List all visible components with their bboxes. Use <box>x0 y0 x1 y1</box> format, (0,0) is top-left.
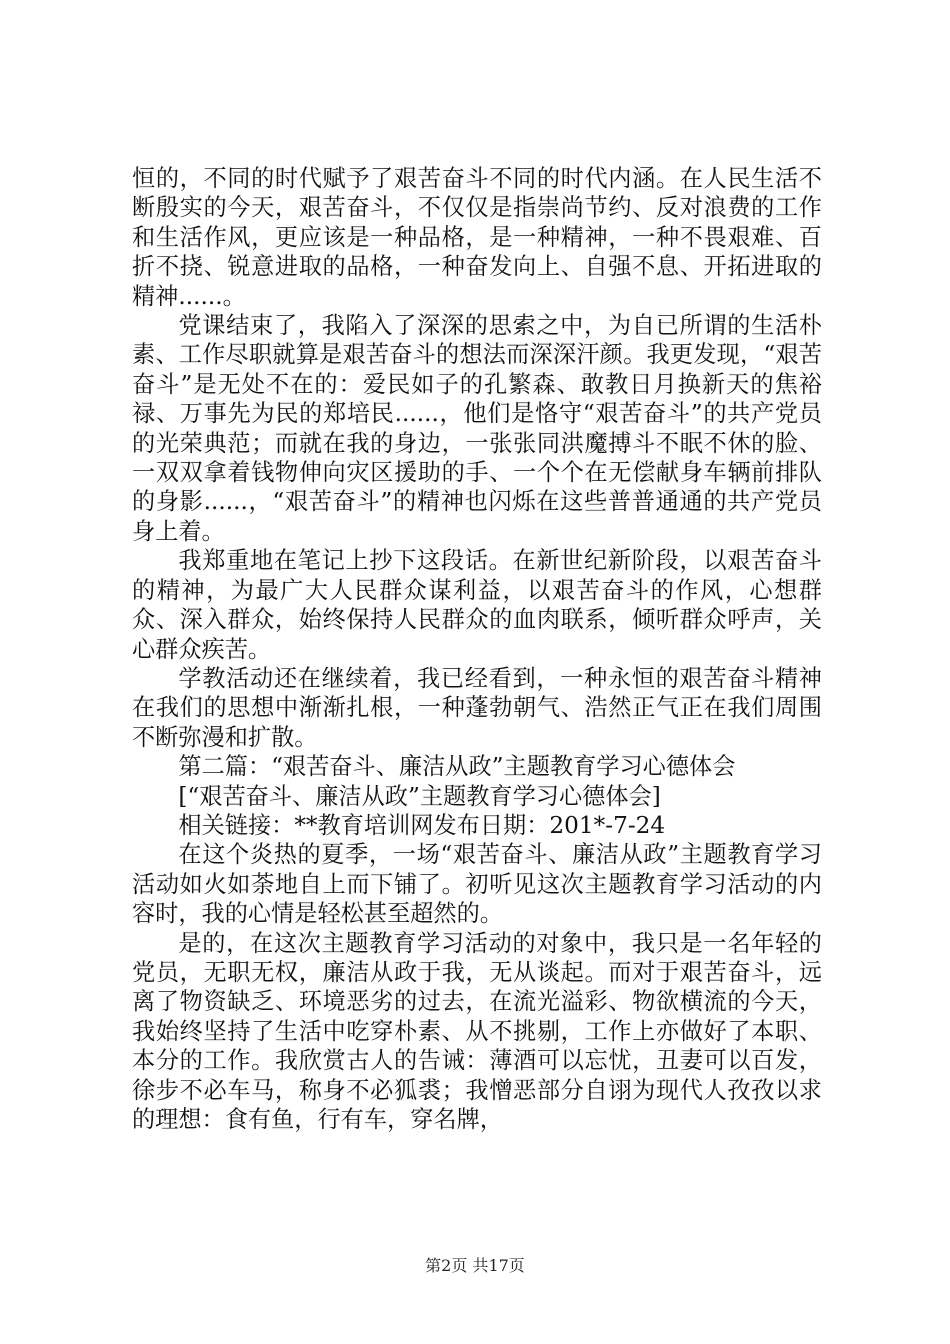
section-subtitle: [“艰苦奋斗、廉洁从政”主题教育学习心德体会] <box>178 782 661 810</box>
page-footer: 第2页 共17页 <box>425 1256 525 1275</box>
paragraph-5: 在这个炎热的夏季，一场“艰苦奋斗、廉洁从政”主题教育学习活动如火如荼地自上而下铺了。初听见这次主题教育学习活动的内容时，我的心情是轻松甚至超然的。 <box>132 841 822 928</box>
paragraph-2: 党课结束了，我陷入了深深的思索之中，为自已所谓的生活朴素、工作尽职就算是艰苦奋斗的想法而深深汗颜。我更发现，“艰苦奋斗”是无处不在的：爱民如子的孔繁森、敢教日月换新天的焦裕禄、万事先为民的郑培民......，他们是恪守“艰苦奋斗”的共产党员的光荣典范；而就在我的身边，一张张同洪魔搏斗不眠不休的脸、一双双拿着钱物伸向灾区援助的手、一个个在无偿献身车辆前排队的身影......，“艰苦奋斗”的精神也闪烁在这些普普通通的共产党员身上着。 <box>132 312 822 545</box>
section-title: 第二篇：“艰苦奋斗、廉洁从政”主题教育学习心德体会 <box>178 753 736 781</box>
paragraph-3: 我郑重地在笔记上抄下这段话。在新世纪新阶段，以艰苦奋斗的精神，为最广大人民群众谋利益，以艰苦奋斗的作风，心想群众、深入群众，始终保持人民群众的血肉联系，倾听群众呼声，关心群众疾苦。 <box>132 547 822 663</box>
paragraph-4: 学教活动还在继续着，我已经看到，一种永恒的艰苦奋斗精神在我们的思想中渐渐扎根，一种蓬勃朝气、浩然正气正在我们周围不断弥漫和扩散。 <box>132 664 822 751</box>
paragraph-1: 恒的，不同的时代赋予了艰苦奋斗不同的时代内涵。在人民生活不断殷实的今天，艰苦奋斗，不仅仅是指崇尚节约、反对浪费的工作和生活作风，更应该是一种品格，是一种精神，一种不畏艰难、百折不挠、锐意进取的品格，一种奋发向上、自强不息、开拓进取的精神......。 <box>132 165 822 310</box>
publish-info: 相关链接：**教育培训网发布日期：201*-7-24 <box>178 811 666 839</box>
paragraph-6: 是的，在这次主题教育学习活动的对象中，我只是一名年轻的党员，无职无权，廉洁从政于我，无从谈起。而对于艰苦奋斗，远离了物资缺乏、环境恶劣的过去，在流光溢彩、物欲横流的今天，我始终坚持了生活中吃穿朴素、从不挑剔，工作上亦做好了本职、本分的工作。我欣赏古人的告诫：薄酒可以忘忧，丑妻可以百发，徐步不必车马，称身不必狐裘；我憎恶部分自诩为现代人孜孜以求的理想：食有鱼，行有车，穿名牌， <box>132 929 822 1133</box>
document-body <box>132 164 822 1134</box>
